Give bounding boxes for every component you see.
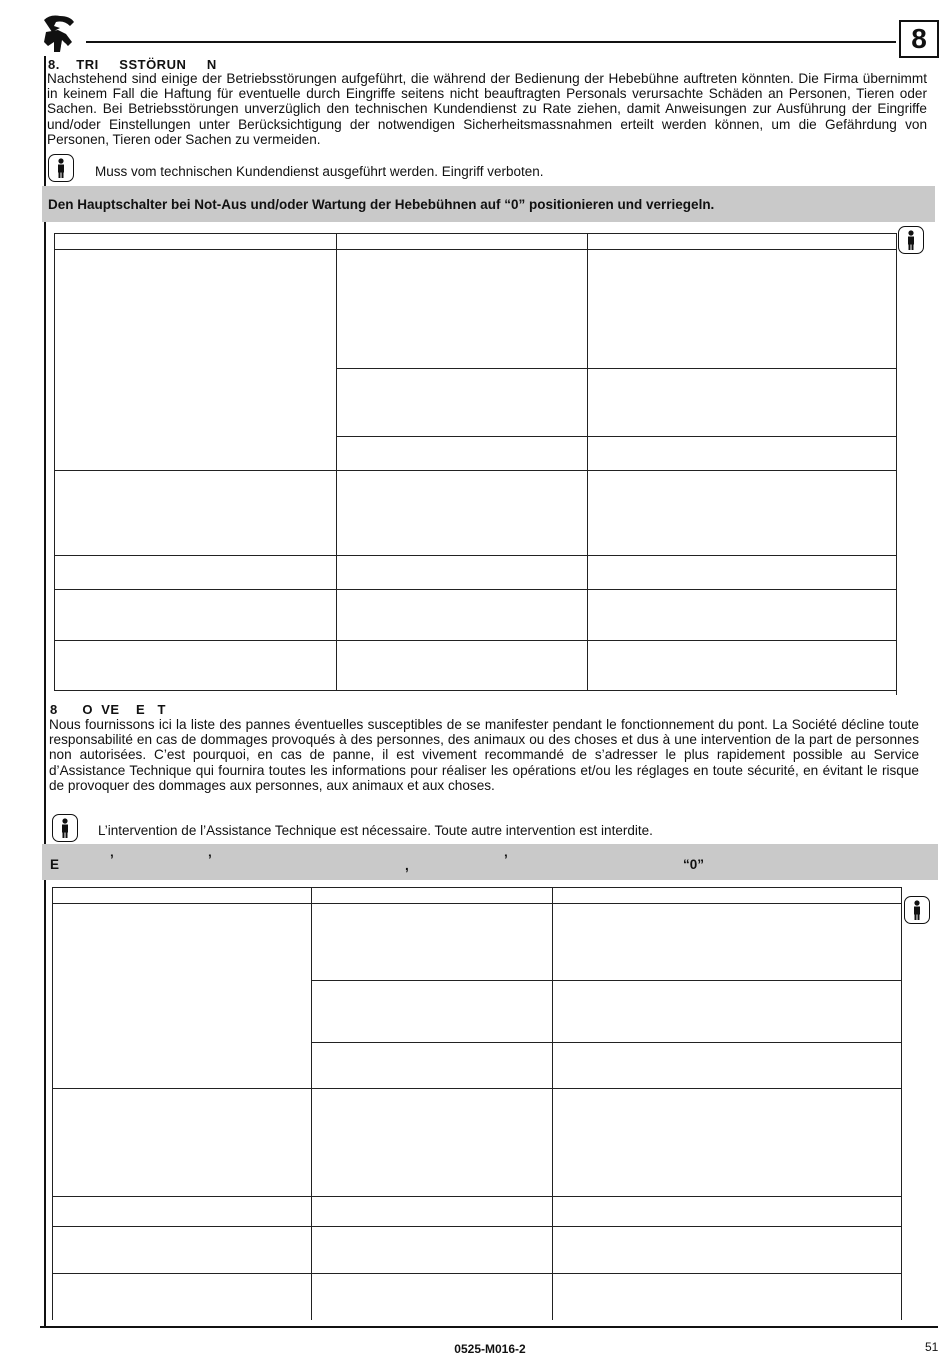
header-rule	[86, 41, 896, 43]
french-banner-apostrophe: ’	[504, 852, 508, 867]
french-paragraph: Nous fournissons ici la liste des pannes éventuelles susceptibles de se manifester pendant le fonctionnement du pont. La Société décline toute responsabilité en cas de dommages provoqués à des personnes, des animaux ou des choses et dus à une intervention de la part de personnes non autorisées. C’est pourquoi, en cas de panne, il est vivement recommandé de s’adresser le plus rapidement possible au Service d’Assistance Technique qui fournira toutes les informations pour réaliser les opérations et/ou les réglages en toute sécurité, en évitant le risque de provoquer des dommages aux personnes, aux animaux et aux choses.	[49, 717, 919, 793]
company-logo-icon	[40, 12, 80, 56]
french-note: L’intervention de l’Assistance Technique est nécessaire. Toute autre intervention est interdite.	[98, 823, 653, 838]
french-banner-apostrophe: ’	[110, 852, 114, 867]
german-safety-banner	[42, 186, 935, 222]
technician-icon	[904, 896, 930, 924]
technician-icon	[52, 814, 78, 842]
technician-icon	[48, 154, 74, 182]
german-note: Muss vom technischen Kundendienst ausgeführt werden. Eingriff verboten.	[95, 164, 544, 179]
chapter-number: 8	[899, 20, 939, 58]
french-safety-banner	[42, 844, 938, 880]
french-banner-zero: “0”	[683, 857, 705, 872]
document-code: 0525-M016-2	[454, 1342, 526, 1356]
technician-icon	[898, 226, 924, 254]
german-paragraph: Nachstehend sind einige der Betriebsstörungen aufgeführt, die während der Bedienung der Hebebühne auftreten könnten. Die Firma übernimmt in keinem Fall die Haftung für eventuelle durch Eingriffe seitens nicht beauftragten Personals verursachte Schäden an Personen, Tieren oder Sachen. Bei Betriebsstörungen unverzüglich den technischen Kundendienst zu Rate ziehen, damit Anweisungen zur Ausführung der Eingriffe und/oder Einstellungen unter Berücksichtigung der notwendigen Sicherheitsmassnahmen erteilt werden können, um die Gefährdung von Personen, Tieren oder Sachen zu vermeiden.	[47, 71, 927, 147]
german-section-title: 8. TRI SSTÖRUN N	[48, 57, 217, 72]
page-bottom-border	[40, 1326, 938, 1328]
french-banner-comma: ,	[405, 858, 409, 873]
page-number: 51	[925, 1340, 939, 1354]
french-banner-apostrophe: ’	[208, 852, 212, 867]
french-banner-e: E	[50, 857, 60, 872]
page-left-border	[44, 56, 46, 1328]
german-banner-text: Den Hauptschalter bei Not-Aus und/oder Wartung der Hebebühnen auf “0” positionieren und verriegeln.	[48, 197, 715, 212]
french-section-title: 8 O VE E T	[50, 702, 166, 717]
